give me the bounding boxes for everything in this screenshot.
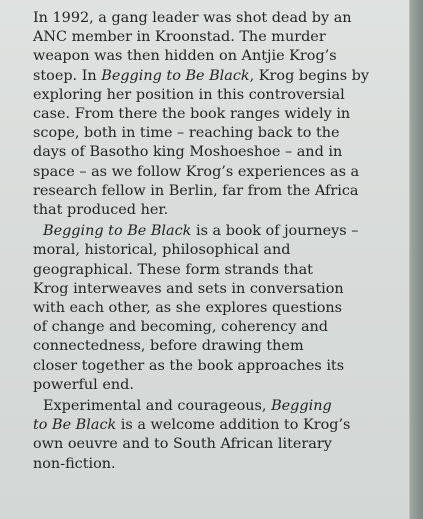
text-line: geographical. These form strands that	[33, 261, 313, 278]
text-line: to Be Black is a welcome addition to Krog’s	[33, 417, 351, 434]
book-title: to Be Black	[33, 417, 117, 434]
paragraph-1	[33, 9, 405, 220]
text-line: own oeuvre and to South African literary	[33, 436, 332, 453]
text-line: moral, historical, philosophical and	[33, 242, 291, 259]
text-line: closer together as the book approaches its	[33, 357, 345, 374]
blurb-text	[33, 9, 405, 474]
paragraph-3	[33, 397, 405, 474]
text-line: powerful end.	[33, 376, 134, 393]
text-line: space – as we follow Krog’s experiences as a	[33, 163, 360, 180]
text-line: Krog interweaves and sets in conversation	[33, 280, 344, 297]
text-line: research fellow in Berlin, far from the Africa	[33, 182, 359, 199]
paragraph-2	[33, 222, 405, 395]
text-line: connectedness, before drawing them	[33, 338, 304, 355]
text-line: days of Basotho king Moshoeshoe – and in	[33, 144, 343, 161]
text-line: In 1992, a gang leader was shot dead by an	[33, 10, 352, 26]
book-title: Begging	[271, 398, 332, 415]
text-line: Experimental and courageous, Begging	[43, 398, 332, 415]
text-line: exploring her position in this controversial	[33, 86, 345, 103]
text-line: with each other, as she explores questions	[33, 300, 343, 317]
cover-edge	[410, 0, 423, 519]
text-line: non-fiction.	[33, 455, 116, 472]
text-line: case. From there the book ranges widely in	[33, 106, 351, 123]
text-line: weapon was then hidden on Antjie Krog’s	[33, 48, 337, 65]
text-line: scope, both in time – reaching back to the	[33, 125, 340, 142]
text-line: Begging to Be Black is a book of journeys –	[43, 223, 359, 240]
text-line: ANC member in Kroonstad. The murder	[33, 29, 326, 46]
text-line: that produced her.	[33, 202, 169, 219]
text-line: stoep. In Begging to Be Black, Krog begins by	[33, 67, 369, 84]
book-title: Begging to Be Black	[101, 67, 250, 84]
book-title: Begging to Be Black	[43, 223, 192, 240]
text-line: of change and becoming, coherency and	[33, 319, 329, 336]
